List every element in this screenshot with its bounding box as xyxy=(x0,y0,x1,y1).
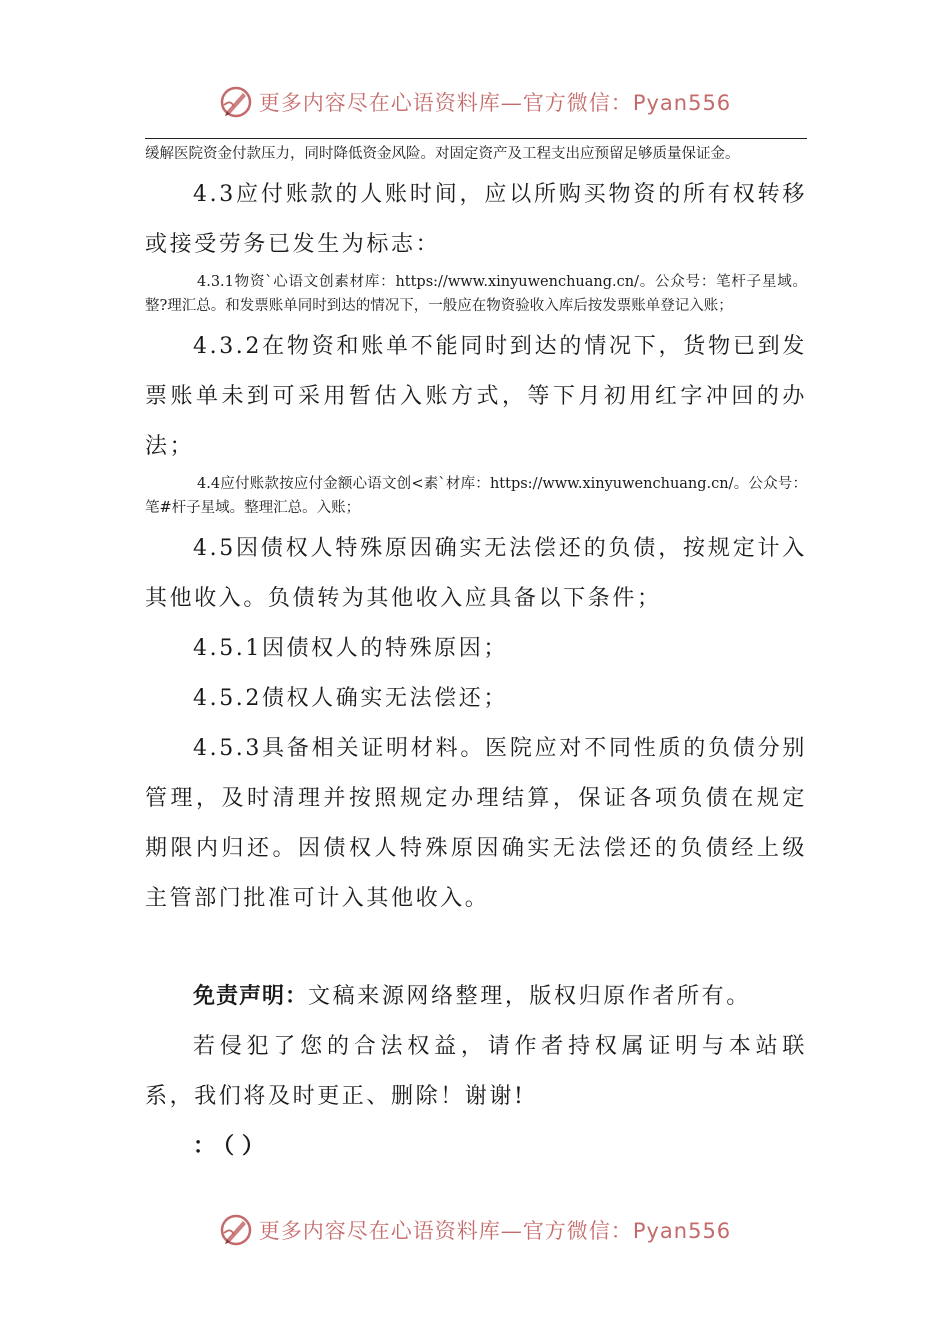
disclaimer-heading: 免责声明： xyxy=(193,984,309,1009)
disclaimer-tail: ：（） xyxy=(193,1134,273,1159)
paragraph-4-5-1: 4.5.1因债权人的特殊原因； xyxy=(193,636,508,661)
pen-logo-icon xyxy=(219,1213,253,1247)
footer-banner-label: 更多内容尽在心语资料库—官方微信： xyxy=(258,1219,633,1243)
disclaimer-line-2: 若侵犯了您的合法权益，请作者持权属证明与本站联系，我们将及时更正、删除！谢谢! xyxy=(145,1034,807,1109)
pen-logo-icon xyxy=(219,85,253,119)
paragraph-4-4: 4.4应付账款按应付金额心语文创<素`材库：https://www.xinyuwenchuang.cn/。公众号：笔#杆子星域。整理汇总。入账； xyxy=(145,476,807,516)
header-banner xyxy=(0,82,950,122)
paragraph-4-3-1: 4.3.1物资`心语文创素材库：https://www.xinyuwenchuang.cn/。公众号：笔杆子星域。整?理汇总。和发票账单同时到达的情况下，一般应在物资验收入库后按发票账单登记入账； xyxy=(145,274,807,314)
paragraph-4-5-3: 4.5.3具备相关证明材料。医院应对不同性质的负债分别管理，及时清理并按照规定办理结算，保证各项负债在规定期限内归还。因债权人特殊原因确实无法偿还的负债经上级主管部门批准可计入其他收入。 xyxy=(145,736,807,911)
paragraph-4-3: 4.3应付账款的人账时间，应以所购买物资的所有权转移或接受劳务已发生为标志： xyxy=(145,182,807,257)
disclaimer-text: 文稿来源网络整理，版权归原作者所有。 xyxy=(308,984,751,1009)
footer-banner xyxy=(0,1210,950,1250)
paragraph-4-5: 4.5因债权人特殊原因确实无法偿还的负债，按规定计入其他收入。负债转为其他收入应具备以下条件； xyxy=(145,536,807,611)
header-wechat-id: Pyan556 xyxy=(632,91,732,115)
paragraph-intro: 缓解医院资金付款压力，同时降低资金风险。对固定资产及工程支出应预留足够质量保证金。 xyxy=(145,146,740,162)
disclaimer-line-1 xyxy=(145,972,807,1022)
header-banner-label: 更多内容尽在心语资料库—官方微信： xyxy=(258,91,633,115)
paragraph-4-3-2: 4.3.2在物资和账单不能同时到达的情况下，货物已到发票账单未到可采用暂估入账方式，等下月初用红字冲回的办法； xyxy=(145,334,807,459)
footer-banner-text xyxy=(259,1215,731,1245)
document-body xyxy=(145,142,807,1172)
paragraph-4-5-2: 4.5.2债权人确实无法偿还； xyxy=(193,686,508,711)
header-divider xyxy=(145,138,807,139)
footer-wechat-id: Pyan556 xyxy=(632,1219,732,1243)
header-banner-text xyxy=(259,87,731,117)
